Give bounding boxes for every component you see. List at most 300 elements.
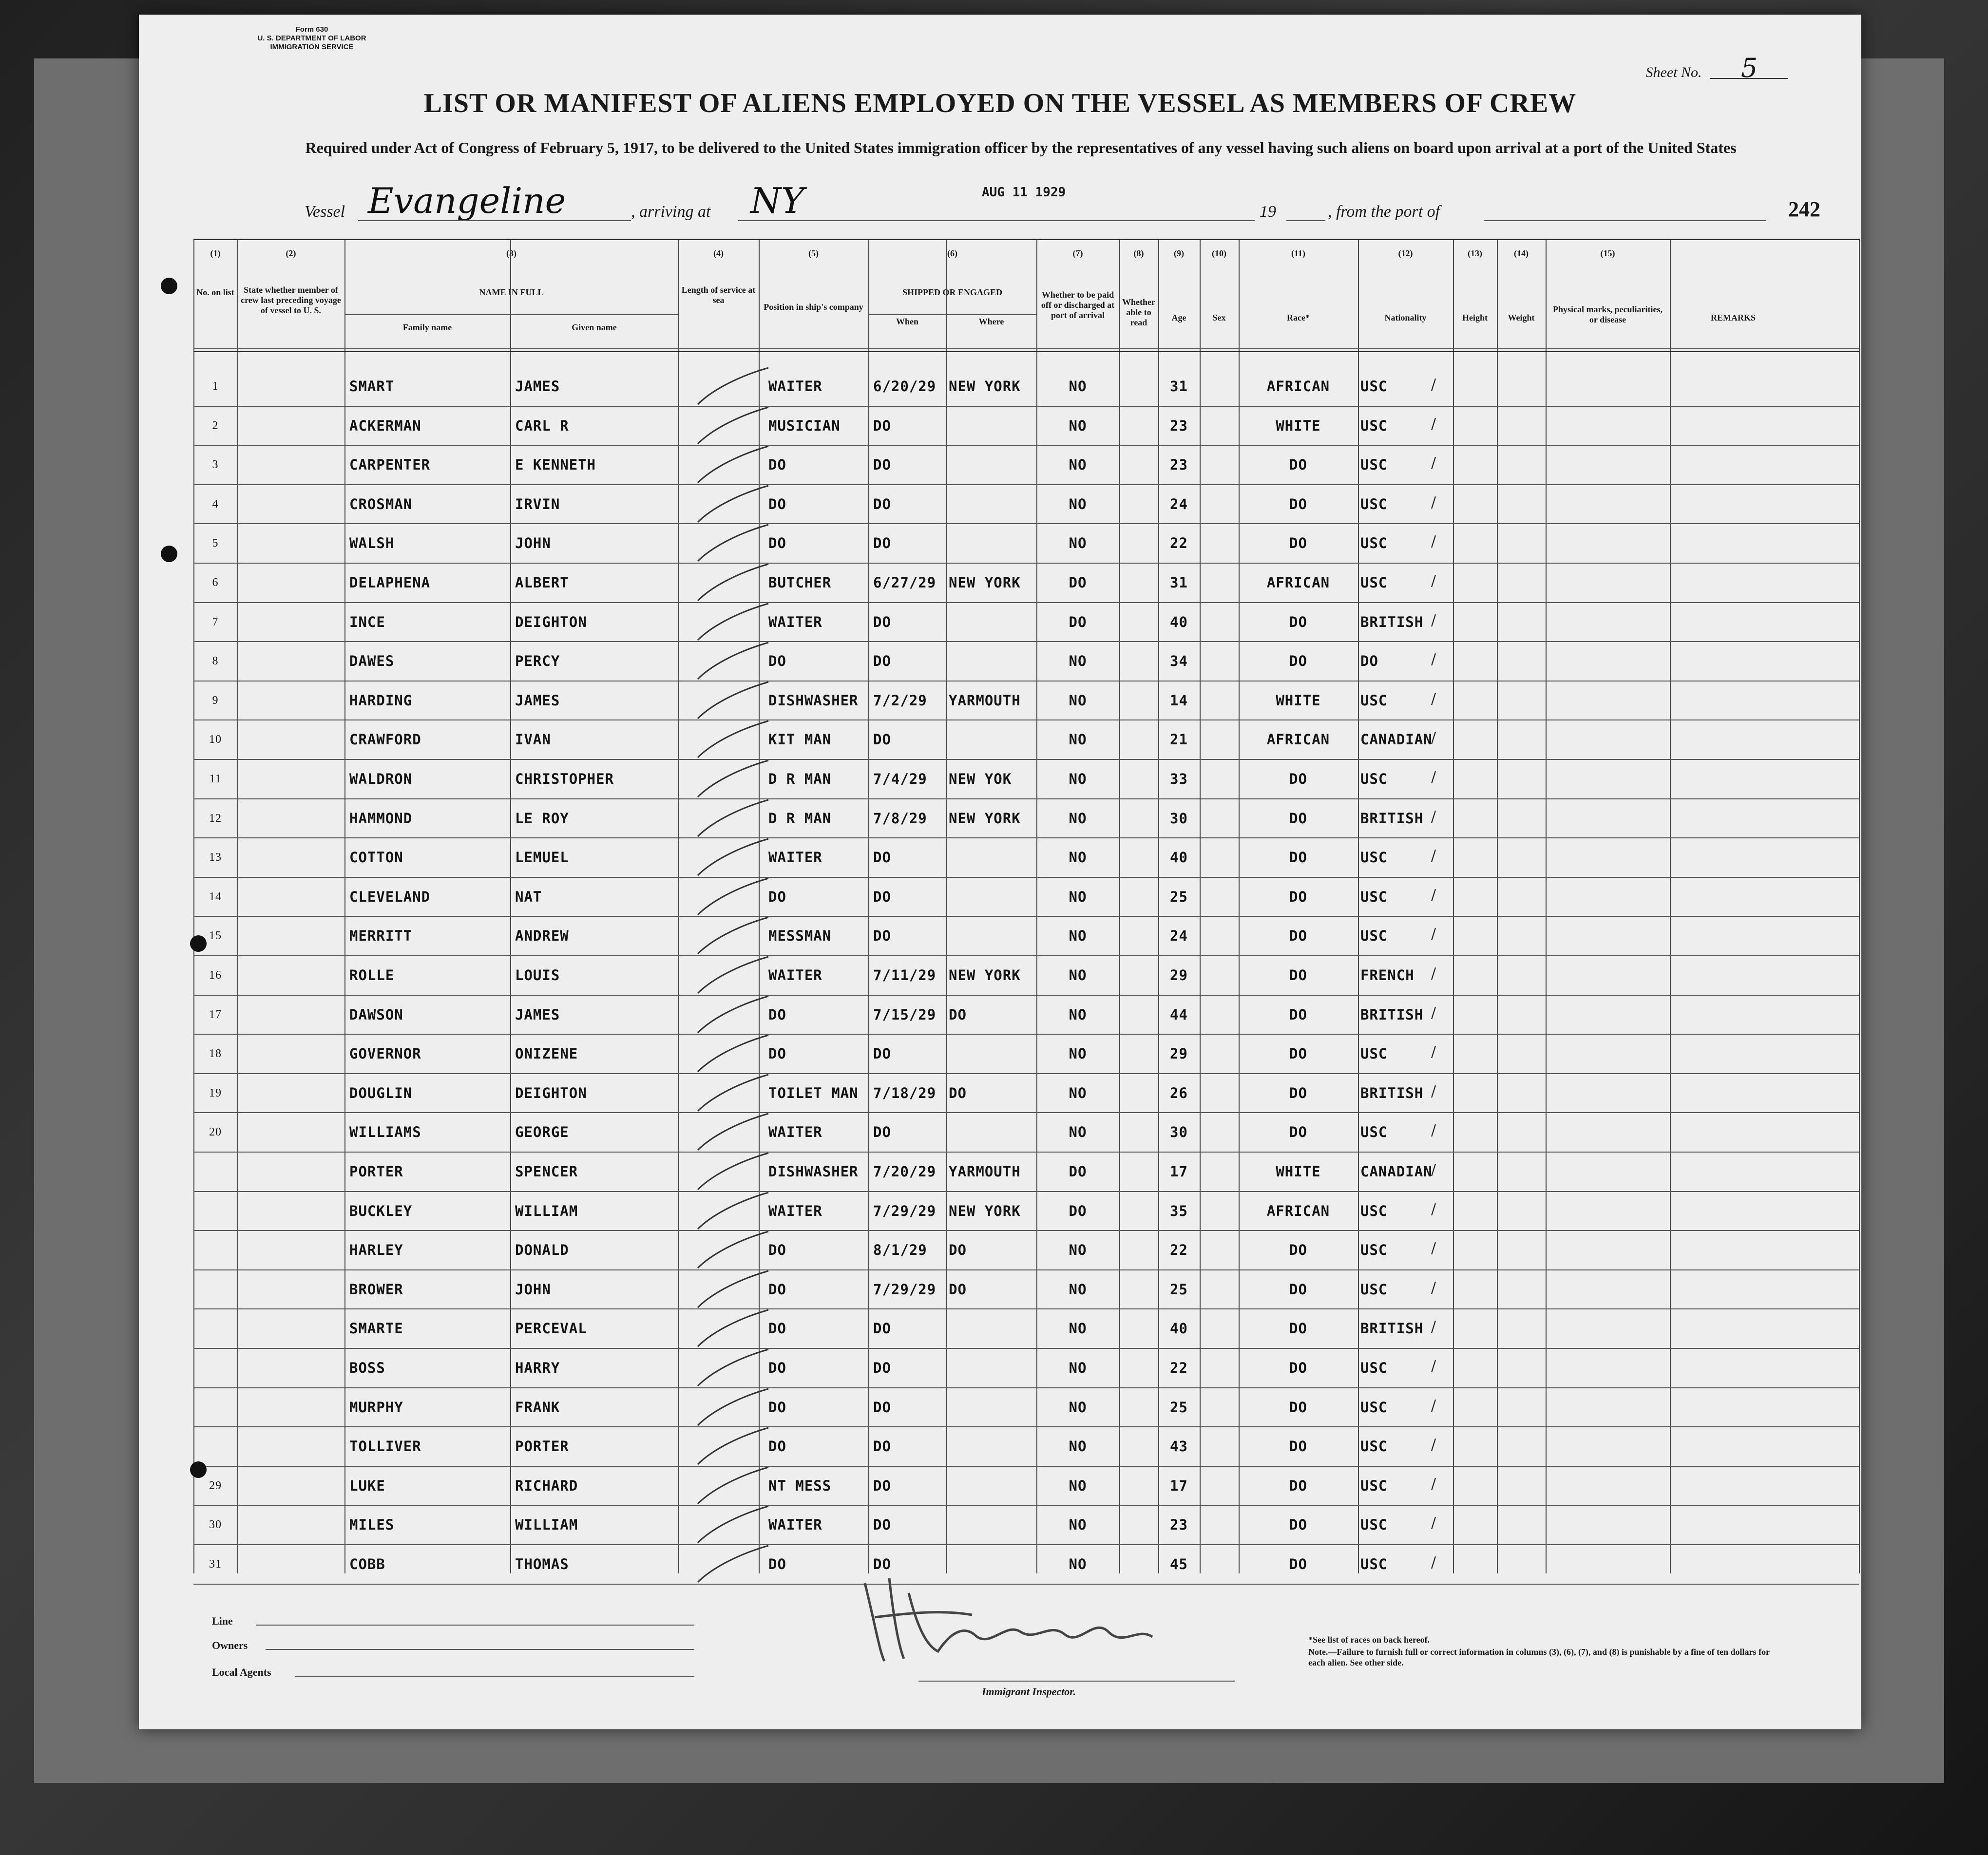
cell-paid: DO <box>1069 613 1087 630</box>
cell-nat: USC <box>1360 1045 1388 1062</box>
service-check-mark <box>690 1111 773 1155</box>
nationality-tick: / <box>1431 1514 1436 1532</box>
cell-family: WALSH <box>349 535 395 552</box>
cell-given: JAMES <box>515 692 560 709</box>
cell-paid: NO <box>1069 692 1087 709</box>
cell-when: 6/27/29 <box>873 574 937 591</box>
cell-position: DO <box>768 1556 786 1572</box>
cell-age: 30 <box>1170 1124 1188 1141</box>
cell-given: SPENCER <box>515 1163 578 1180</box>
nationality-tick: / <box>1431 847 1436 865</box>
cell-position: DISHWASHER <box>768 692 859 709</box>
cell-given: E KENNETH <box>515 456 596 473</box>
cell-paid: NO <box>1069 888 1087 905</box>
cell-paid: NO <box>1069 1516 1087 1533</box>
cell-position: DO <box>768 1320 786 1337</box>
nationality-tick: / <box>1431 1200 1436 1218</box>
service-check-mark <box>690 1347 773 1391</box>
cell-given: JOHN <box>515 535 551 552</box>
col-number: (6) <box>947 248 957 258</box>
row-rule <box>193 1308 1859 1309</box>
cell-race: DO <box>1289 1242 1307 1259</box>
cell-when: 7/29/29 <box>873 1281 937 1298</box>
cell-when: DO <box>873 1438 891 1455</box>
cell-given: GEORGE <box>515 1124 569 1141</box>
cell-race: DO <box>1289 1006 1307 1023</box>
cell-family: DAWES <box>349 653 395 670</box>
cell-family: SMART <box>349 378 395 395</box>
header-given-name: Given name <box>572 322 617 332</box>
cell-race: DO <box>1289 1556 1307 1572</box>
cell-race: DO <box>1289 1084 1307 1101</box>
service-check-mark <box>690 405 773 449</box>
cell-nat: USC <box>1360 1281 1388 1298</box>
cell-family: BOSS <box>349 1360 385 1376</box>
subheader-rule <box>344 314 678 315</box>
service-check-mark <box>690 836 773 880</box>
cell-age: 35 <box>1170 1202 1188 1219</box>
service-check-mark <box>690 1268 773 1312</box>
cell-no: 31 <box>209 1558 222 1571</box>
cell-age: 23 <box>1170 417 1188 434</box>
cell-family: ROLLE <box>349 967 395 984</box>
cell-family: PORTER <box>349 1163 403 1180</box>
cell-position: WAITER <box>768 967 822 984</box>
inspector-label: Immigrant Inspector. <box>982 1685 1076 1698</box>
cell-paid: NO <box>1069 771 1087 787</box>
cell-nat: USC <box>1360 1360 1388 1376</box>
column-rule <box>678 239 679 1573</box>
cell-no: 10 <box>209 733 222 746</box>
cell-paid: NO <box>1069 1242 1087 1259</box>
service-check-mark <box>690 1033 773 1077</box>
manifest-sheet <box>139 15 1861 1729</box>
header-age: Age <box>1171 313 1186 322</box>
cell-no: 19 <box>209 1086 222 1099</box>
cell-family: SMARTE <box>349 1320 403 1337</box>
cell-when: 6/20/29 <box>873 378 937 395</box>
cell-when: 7/8/29 <box>873 810 927 827</box>
cell-given: ANDREW <box>515 928 569 945</box>
cell-no: 14 <box>209 890 222 903</box>
cell-given: PORTER <box>515 1438 569 1455</box>
cell-when: DO <box>873 456 891 473</box>
header-paid-off: Whether to be paid off or discharged at port of arrival <box>1041 290 1115 320</box>
cell-family: CROSMAN <box>349 495 413 512</box>
nationality-tick: / <box>1431 1436 1436 1454</box>
row-rule <box>193 641 1859 642</box>
cell-position: WAITER <box>768 849 822 866</box>
cell-paid: DO <box>1069 1202 1087 1219</box>
cell-race: DO <box>1289 613 1307 630</box>
sheet-number <box>1645 53 1788 83</box>
cell-family: BUCKLEY <box>349 1202 413 1219</box>
cell-nat: USC <box>1360 1556 1388 1572</box>
nationality-tick: / <box>1431 690 1436 707</box>
cell-position: WAITER <box>768 378 822 395</box>
header-no-on-list: No. on list <box>196 287 234 297</box>
cell-family: ACKERMAN <box>349 417 421 434</box>
service-check-mark <box>690 483 773 527</box>
row-rule <box>193 406 1859 407</box>
row-rule <box>193 1466 1859 1467</box>
manifest-subtitle: Required under Act of Congress of February 5, 1917, to be delivered to the United States immigration officer by the representatives of any vessel having such aliens on board upon arrival at a port of the United States <box>305 139 1737 156</box>
vessel-underline <box>358 220 631 221</box>
cell-age: 40 <box>1170 1320 1188 1337</box>
cell-age: 26 <box>1170 1084 1188 1101</box>
date-stamp: AUG 11 1929 <box>982 185 1066 200</box>
line-underline <box>256 1625 694 1626</box>
cell-nat: USC <box>1360 1438 1388 1455</box>
sheet-number-label: Sheet No. <box>1645 64 1702 80</box>
header-weight: Weight <box>1508 313 1535 322</box>
cell-nat: FRENCH <box>1360 967 1415 984</box>
arriving-port: NY <box>750 180 804 221</box>
cell-age: 30 <box>1170 810 1188 827</box>
cell-no: 4 <box>212 497 219 511</box>
nationality-tick: / <box>1431 1122 1436 1139</box>
service-name: IMMIGRATION SERVICE <box>270 43 354 51</box>
cell-when: DO <box>873 849 891 866</box>
row-rule <box>193 1073 1859 1074</box>
header-state-whether: State whether member of crew last preceding voyage of vessel to U. S. <box>241 285 341 315</box>
service-check-mark <box>690 522 773 566</box>
column-rule <box>1358 239 1359 1573</box>
cell-no: 3 <box>212 458 219 472</box>
cell-race: DO <box>1289 1124 1307 1141</box>
cell-when: 7/18/29 <box>873 1084 937 1101</box>
cell-nat: USC <box>1360 1516 1388 1533</box>
cell-nat: USC <box>1360 849 1388 866</box>
col-number: (2) <box>286 248 296 258</box>
cell-when: 7/15/29 <box>873 1006 937 1023</box>
cell-age: 22 <box>1170 1360 1188 1376</box>
cell-position: WAITER <box>768 1124 822 1141</box>
crew-table <box>193 239 1859 1573</box>
cell-given: JOHN <box>515 1281 551 1298</box>
cell-when: DO <box>873 1556 891 1572</box>
header-sex: Sex <box>1212 313 1226 322</box>
service-check-mark <box>690 719 773 762</box>
service-check-mark <box>690 994 773 1038</box>
cell-age: 17 <box>1170 1477 1188 1494</box>
col-number: (9) <box>1174 248 1184 258</box>
row-rule <box>193 759 1859 760</box>
cell-position: DO <box>768 1045 786 1062</box>
cell-paid: NO <box>1069 967 1087 984</box>
cell-family: LUKE <box>349 1477 385 1494</box>
cell-where: NEW YORK <box>949 810 1021 827</box>
row-rule <box>193 1112 1859 1113</box>
cell-when: DO <box>873 417 891 434</box>
row-rule <box>193 1269 1859 1270</box>
service-check-mark <box>690 1190 773 1234</box>
cell-paid: NO <box>1069 1438 1087 1455</box>
nationality-tick: / <box>1431 611 1436 629</box>
row-rule <box>193 955 1859 956</box>
nationality-tick: / <box>1431 454 1436 472</box>
cell-when: DO <box>873 731 891 748</box>
department-name: U. S. DEPARTMENT OF LABOR <box>257 34 366 42</box>
cell-position: NT MESS <box>768 1477 832 1494</box>
cell-paid: NO <box>1069 1045 1087 1062</box>
cell-when: DO <box>873 653 891 670</box>
column-rule <box>1497 239 1498 1573</box>
header-able-to-read: Whether able to read <box>1122 297 1155 327</box>
cell-age: 31 <box>1170 378 1188 395</box>
col-number: (15) <box>1600 248 1615 258</box>
cell-race: DO <box>1289 456 1307 473</box>
row-rule <box>193 445 1859 446</box>
row-rule <box>193 1034 1859 1035</box>
cell-race: WHITE <box>1276 692 1321 709</box>
service-check-mark <box>690 1307 773 1351</box>
cell-age: 34 <box>1170 653 1188 670</box>
cell-paid: NO <box>1069 495 1087 512</box>
header-nationality: Nationality <box>1384 313 1427 322</box>
column-rule <box>1670 239 1671 1573</box>
cell-paid: NO <box>1069 1399 1087 1416</box>
cell-nat: BRITISH <box>1360 1320 1424 1337</box>
cell-race: DO <box>1289 495 1307 512</box>
cell-no: 12 <box>209 812 222 825</box>
cell-given: LOUIS <box>515 967 560 984</box>
arriving-underline <box>738 220 1255 221</box>
header-race: Race* <box>1287 313 1310 322</box>
column-rule <box>510 239 511 1573</box>
cell-where: NEW YORK <box>949 378 1021 395</box>
cell-given: THOMAS <box>515 1556 569 1572</box>
row-rule <box>193 484 1859 485</box>
cell-position: DO <box>768 1399 786 1416</box>
cell-family: WILLIAMS <box>349 1124 421 1141</box>
cell-position: MESSMAN <box>768 928 832 945</box>
service-check-mark <box>690 1504 773 1548</box>
cell-family: DAWSON <box>349 1006 403 1023</box>
cell-family: GOVERNOR <box>349 1045 421 1062</box>
header-shipped-or-engaged: SHIPPED OR ENGAGED <box>902 287 1003 297</box>
cell-age: 43 <box>1170 1438 1188 1455</box>
col-number: (1) <box>210 248 221 258</box>
cell-position: DISHWASHER <box>768 1163 859 1180</box>
cell-given: ONIZENE <box>515 1045 578 1062</box>
cell-given: WILLIAM <box>515 1516 578 1533</box>
cell-age: 33 <box>1170 771 1188 787</box>
vessel-name: Evangeline <box>368 180 566 221</box>
cell-paid: NO <box>1069 731 1087 748</box>
nationality-tick: / <box>1431 1554 1436 1571</box>
cell-paid: NO <box>1069 1477 1087 1494</box>
cell-family: MURPHY <box>349 1399 403 1416</box>
cell-race: DO <box>1289 1399 1307 1416</box>
cell-position: D R MAN <box>768 771 832 787</box>
column-rule <box>1546 239 1547 1573</box>
year-label: 19 <box>1260 203 1276 221</box>
cell-age: 22 <box>1170 535 1188 552</box>
nationality-tick: / <box>1431 1475 1436 1493</box>
service-check-mark <box>690 640 773 684</box>
cell-family: MILES <box>349 1516 395 1533</box>
nationality-tick: / <box>1431 572 1436 589</box>
form-identifier <box>210 25 414 52</box>
sheet-reference: 242 <box>1788 197 1820 221</box>
cell-family: HAMMOND <box>349 810 413 827</box>
nationality-tick: / <box>1431 415 1436 433</box>
binder-hole <box>190 935 207 952</box>
cell-when: 7/29/29 <box>873 1202 937 1219</box>
cell-given: PERCY <box>515 653 560 670</box>
cell-family: MERRITT <box>349 928 413 945</box>
cell-no: 7 <box>212 615 219 628</box>
cell-nat: USC <box>1360 692 1388 709</box>
form-number: Form 630 <box>295 25 328 34</box>
cell-age: 22 <box>1170 1242 1188 1259</box>
nationality-tick: / <box>1431 769 1436 786</box>
from-port-label: , from the port of <box>1328 203 1440 221</box>
cell-age: 23 <box>1170 1516 1188 1533</box>
vessel-line <box>139 180 1861 229</box>
cell-where: NEW YORK <box>949 574 1021 591</box>
cell-given: JAMES <box>515 378 560 395</box>
column-rule <box>1200 239 1201 1573</box>
header-when: When <box>896 317 918 326</box>
cell-given: IRVIN <box>515 495 560 512</box>
nationality-tick: / <box>1431 376 1436 393</box>
cell-nat: BRITISH <box>1360 1006 1424 1023</box>
manifest-title: LIST OR MANIFEST OF ALIENS EMPLOYED ON THE VESSEL AS MEMBERS OF CREW <box>423 88 1577 118</box>
row-rule <box>193 877 1859 878</box>
row-rule <box>193 916 1859 917</box>
service-check-mark <box>690 562 773 606</box>
column-rule <box>344 239 345 1573</box>
cell-given: JAMES <box>515 1006 560 1023</box>
cell-race: AFRICAN <box>1266 574 1330 591</box>
nationality-tick: / <box>1431 808 1436 825</box>
cell-race: DO <box>1289 771 1307 787</box>
nationality-tick: / <box>1431 1279 1436 1296</box>
cell-position: DO <box>768 1360 786 1376</box>
cell-nat: CANADIAN <box>1360 731 1433 748</box>
column-rule <box>1859 239 1860 1573</box>
col-number: (7) <box>1072 248 1083 258</box>
cell-position: DO <box>768 1281 786 1298</box>
col-number: (12) <box>1398 248 1413 258</box>
cell-where: DO <box>949 1242 967 1259</box>
cell-race: DO <box>1289 888 1307 905</box>
cell-given: LE ROY <box>515 810 569 827</box>
column-rule <box>237 239 238 1573</box>
cell-race: DO <box>1289 1281 1307 1298</box>
cell-no: 9 <box>212 694 219 707</box>
cell-family: CARPENTER <box>349 456 431 473</box>
row-rule <box>193 1191 1859 1192</box>
service-check-mark <box>690 758 773 802</box>
col-number: (13) <box>1468 248 1482 258</box>
from-port-underline <box>1484 220 1766 221</box>
nationality-tick: / <box>1431 493 1436 511</box>
cell-when: DO <box>873 535 891 552</box>
cell-when: 7/4/29 <box>873 771 927 787</box>
cell-paid: NO <box>1069 1124 1087 1141</box>
cell-when: 8/1/29 <box>873 1242 927 1259</box>
header-length-of-service: Length of service at sea <box>681 285 756 305</box>
agents-underline <box>295 1676 694 1677</box>
cell-position: DO <box>768 888 786 905</box>
cell-nat: USC <box>1360 1202 1388 1219</box>
cell-paid: NO <box>1069 1320 1087 1337</box>
cell-nat: DO <box>1360 653 1378 670</box>
service-check-mark <box>690 1386 773 1430</box>
cell-family: DELAPHENA <box>349 574 431 591</box>
cell-position: DO <box>768 1006 786 1023</box>
cell-nat: USC <box>1360 535 1388 552</box>
cell-race: DO <box>1289 1320 1307 1337</box>
cell-when: DO <box>873 928 891 945</box>
cell-no: 2 <box>212 419 219 432</box>
cell-family: TOLLIVER <box>349 1438 421 1455</box>
col-number: (10) <box>1212 248 1226 258</box>
col-number: (3) <box>506 248 516 258</box>
cell-race: WHITE <box>1276 417 1321 434</box>
header-height: Height <box>1462 313 1488 322</box>
cell-when: DO <box>873 1516 891 1533</box>
cell-race: DO <box>1289 1045 1307 1062</box>
cell-position: BUTCHER <box>768 574 832 591</box>
col-number: (11) <box>1291 248 1305 258</box>
service-check-mark <box>690 1425 773 1469</box>
cell-when: DO <box>873 1124 891 1141</box>
cell-race: DO <box>1289 810 1307 827</box>
row-rule <box>193 602 1859 603</box>
cell-family: HARLEY <box>349 1242 403 1259</box>
cell-nat: BRITISH <box>1360 1084 1424 1101</box>
cell-paid: NO <box>1069 417 1087 434</box>
cell-nat: USC <box>1360 1399 1388 1416</box>
cell-paid: DO <box>1069 574 1087 591</box>
nationality-tick: / <box>1431 1240 1436 1257</box>
cell-paid: NO <box>1069 1360 1087 1376</box>
service-check-mark <box>690 876 773 920</box>
cell-family: CLEVELAND <box>349 888 431 905</box>
service-check-mark <box>690 444 773 488</box>
nationality-tick: / <box>1431 926 1436 943</box>
cell-race: WHITE <box>1276 1163 1321 1180</box>
cell-where: NEW YORK <box>949 1202 1021 1219</box>
races-note: *See list of races on back hereof. <box>1308 1635 1430 1645</box>
cell-where: NEW YOK <box>949 771 1012 787</box>
cell-family: INCE <box>349 613 385 630</box>
nationality-tick: / <box>1431 1082 1436 1100</box>
cell-age: 25 <box>1170 1281 1188 1298</box>
cell-race: AFRICAN <box>1266 378 1330 395</box>
cell-age: 31 <box>1170 574 1188 591</box>
cell-position: WAITER <box>768 613 822 630</box>
row-rule <box>193 1505 1859 1506</box>
cell-age: 40 <box>1170 613 1188 630</box>
header-where: Where <box>978 317 1004 326</box>
cell-no: 5 <box>212 537 219 550</box>
cell-given: NAT <box>515 888 542 905</box>
cell-position: DO <box>768 456 786 473</box>
cell-race: DO <box>1289 1360 1307 1376</box>
cell-family: CRAWFORD <box>349 731 421 748</box>
nationality-tick: / <box>1431 1397 1436 1414</box>
cell-given: WILLIAM <box>515 1202 578 1219</box>
inspector-underline <box>918 1681 1235 1682</box>
cell-nat: USC <box>1360 574 1388 591</box>
cell-given: PERCEVAL <box>515 1320 587 1337</box>
header-remarks: REMARKS <box>1710 313 1756 322</box>
